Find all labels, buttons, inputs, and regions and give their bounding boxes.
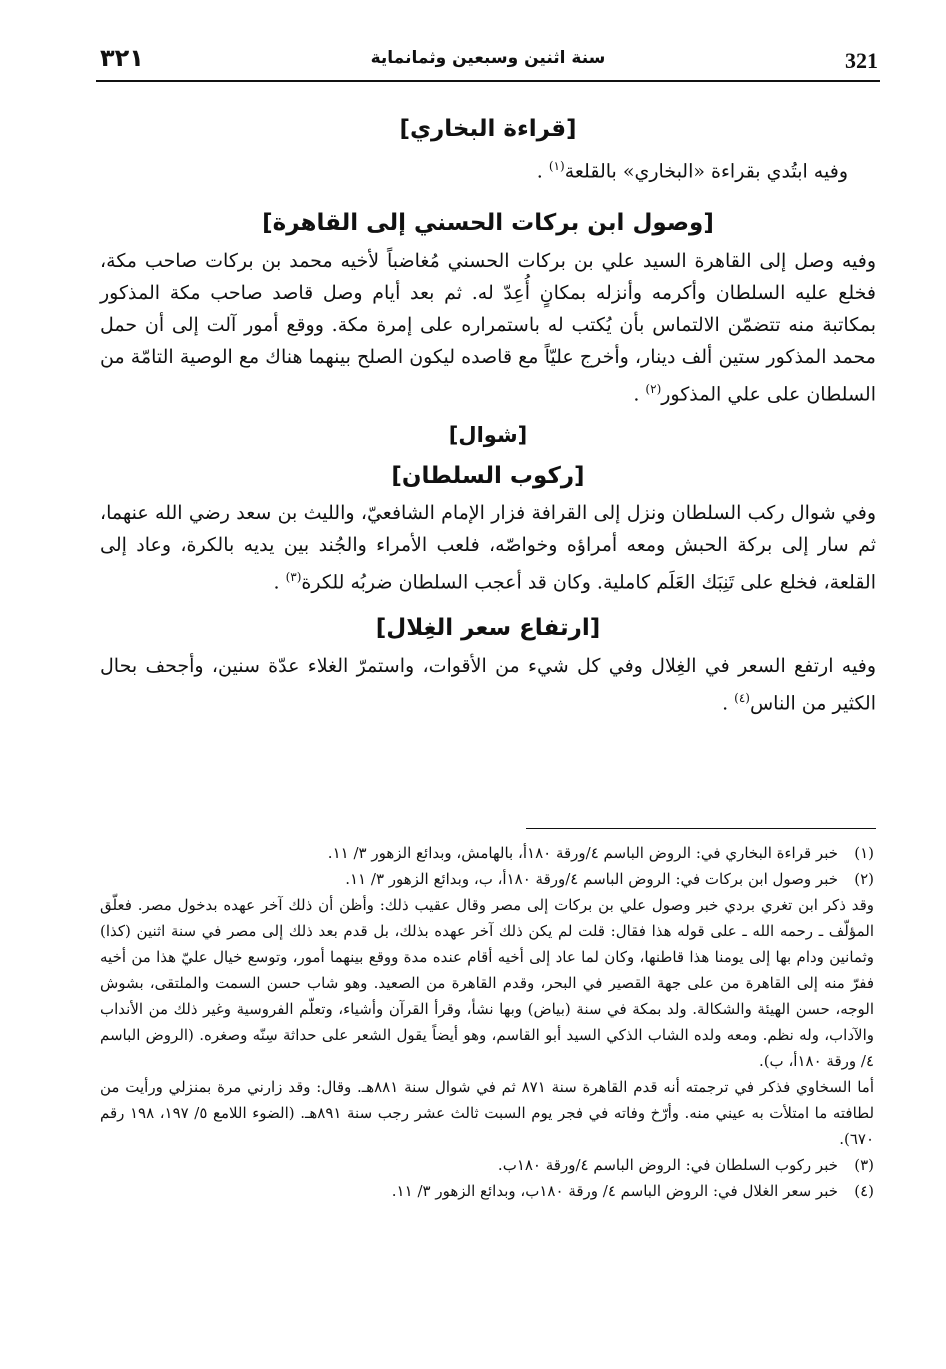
footnote-2-continuation-2: أما السخاوي فذكر في ترجمته أنه قدم القاهرة سنة ٨٧١ ثم في شوال سنة ٨٨١هـ. وقال: وقد زارني مرة بمنزلي ورأيت من لطافته ما امتلأت به عيني منه. وأرّخ وفاته في فجر يوم السبت ثالث عشر رجب سنة ٨٩١هـ. (الضوء اللامع ٥/ ١٩٧، ١٩٨ رقم ٦٧٠). [100, 1078, 875, 1148]
paragraph-end: . [536, 160, 543, 183]
footnote-text: خبر قراءة البخاري في: الروض الباسم ٤/ورقة ١٨٠أ، بالهامش، وبدائع الزهور ٣/ ١١. [327, 844, 838, 862]
section-title-rukub: [ركوب السلطان] [391, 462, 585, 489]
main-text [100, 100, 876, 719]
paragraph-text: وفيه ارتفع السعر في الغِلال وفي كل شيء من الأقوات، واستمرّ الغلاء عدّة سنين، وأجحف بحال الكثير من الناس [100, 654, 876, 715]
page-header [96, 36, 880, 82]
footnote-separator [526, 828, 876, 829]
paragraph-irtifa [100, 650, 876, 719]
page-number-latin: 321 [845, 48, 878, 73]
paragraph-text: وفي شوال ركب السلطان ونزل إلى القرافة فزار الإمام الشافعيّ، والليث بن سعد رضي الله عنهما، ثم سار إلى بركة الحبش ومعه أمراؤه وخواصّه، فلعب الأمراء والجُند بين يديه بالكرة، وعاد إلى القلعة، فخلع على تَنِبَك العَلَم كاملية. وكان قد أعجب السلطان ضربُه للكرة [100, 501, 876, 593]
footnote-2 [100, 866, 874, 892]
footnote-2-continuation-1: وقد ذكر ابن تغري بردي خبر وصول علي بن بركات إلى مصر وقال عقيب ذلك: وأظن أن ذلك آخر عهده بدخول مصر. فعلّق المؤلّف ـ رحمه الله ـ على قوله هذا فقال: قلت لم يكن ذلك آخر عهده بذلك، بل قدم بعد ذلك إلى مصر في سنة اثنين (كذا) وثمانين ودام بها إلى يومنا هذا قاطنها، وكان لما عاد إلى أخيه أقام عنده مدة ووقع بينهما أمور، وتوسع خيال عليّ هذا من أخيه ففرّ منه إلى القاهرة من على جهة القصير في البحر، وقدم القاهرة من الصعيد. وهو شاب حسن السمت والملتقى، بشوش الوجه، حسن الهيئة والشكالة. ولد بمكة في سنة (بياض) وبها نشأ، وقرأ القرآن وأشياء، وتعلّم الفروسية وغير ذلك من الأنداب والآداب، وله نظم. ومعه ولده الشاب الذكي السيد أبو القاسم، وهو أيضاً يقول الشعر على حداثة سِنّه وصغره. (الروض الباسم ٤/ ورقة ١٨٠أ، ب). [100, 896, 875, 1070]
footnote-text: خبر سعر الغلال في: الروض الباسم ٤/ ورقة ١٨٠ب، وبدائع الزهور ٣/ ١١. [391, 1182, 838, 1200]
footnotes [100, 840, 874, 1204]
footnote-1 [100, 840, 874, 866]
paragraph-text: وفيه وصل إلى القاهرة السيد علي بن بركات الحسني مُغاضباً لأخيه محمد بن بركات صاحب مكة، فخلع عليه السلطان وأكرمه وأنزله بمكانٍ أُعِدّ له. ثم بعد أيام وصل قاصد صاحب مكة المذكور بمكاتبة منه تتضمّن الالتماس بأن يُكتب له باستمراره على إمرة مكة. ووقع أمور آلت إلى أن حمل محمد المذكور ستين ألف دينار، وأخرج عليّاً مع قاصده ليكون الصلح بينهما هناك مع الوصية التامّة من السلطان على علي المذكور [100, 250, 876, 406]
footnote-text: خبر ركوب السلطان في: الروض الباسم ٤/ورقة ١٨٠ب. [497, 1156, 838, 1174]
running-title: سنة اثنين وسبعين وثمانماية [370, 48, 606, 68]
paragraph-wusul [100, 245, 876, 410]
paragraph-text: وفيه ابتُدي بقراءة «البخاري» بالقلعة [564, 160, 848, 183]
paragraph-end: . [273, 570, 280, 593]
footnote-number: (٣) [854, 1156, 874, 1174]
footnote-ref-3[interactable]: (٣) [285, 569, 302, 584]
page-number-arabic: ٣٢١ [100, 44, 144, 72]
footnote-text: خبر وصول ابن بركات في: الروض الباسم ٤/ورقة ١٨٠أ، ب، وبدائع الزهور ٣/ ١١. [345, 870, 838, 888]
footnote-4 [100, 1178, 874, 1204]
paragraph-rukub [100, 497, 876, 598]
footnote-number: (١) [854, 844, 874, 862]
footnote-ref-1[interactable]: (١) [548, 159, 565, 173]
paragraph-bukhari [100, 150, 876, 187]
footnote-number: (٢) [854, 870, 874, 888]
section-title-wusul: [وصول ابن بركات الحسني إلى القاهرة] [262, 210, 714, 237]
footnote-number: (٤) [854, 1182, 874, 1200]
footnote-ref-2[interactable]: (٢) [645, 382, 662, 397]
section-title-irtifa: [ارتفاع سعر الغِلال] [375, 614, 601, 641]
paragraph-end: . [633, 383, 640, 406]
paragraph-end: . [722, 692, 729, 715]
section-title-bukhari: [قراءة البخاري] [399, 116, 577, 142]
month-heading-shawwal: [شوال] [448, 422, 528, 447]
footnote-ref-4[interactable]: (٤) [734, 690, 750, 705]
footnote-3 [100, 1152, 874, 1178]
